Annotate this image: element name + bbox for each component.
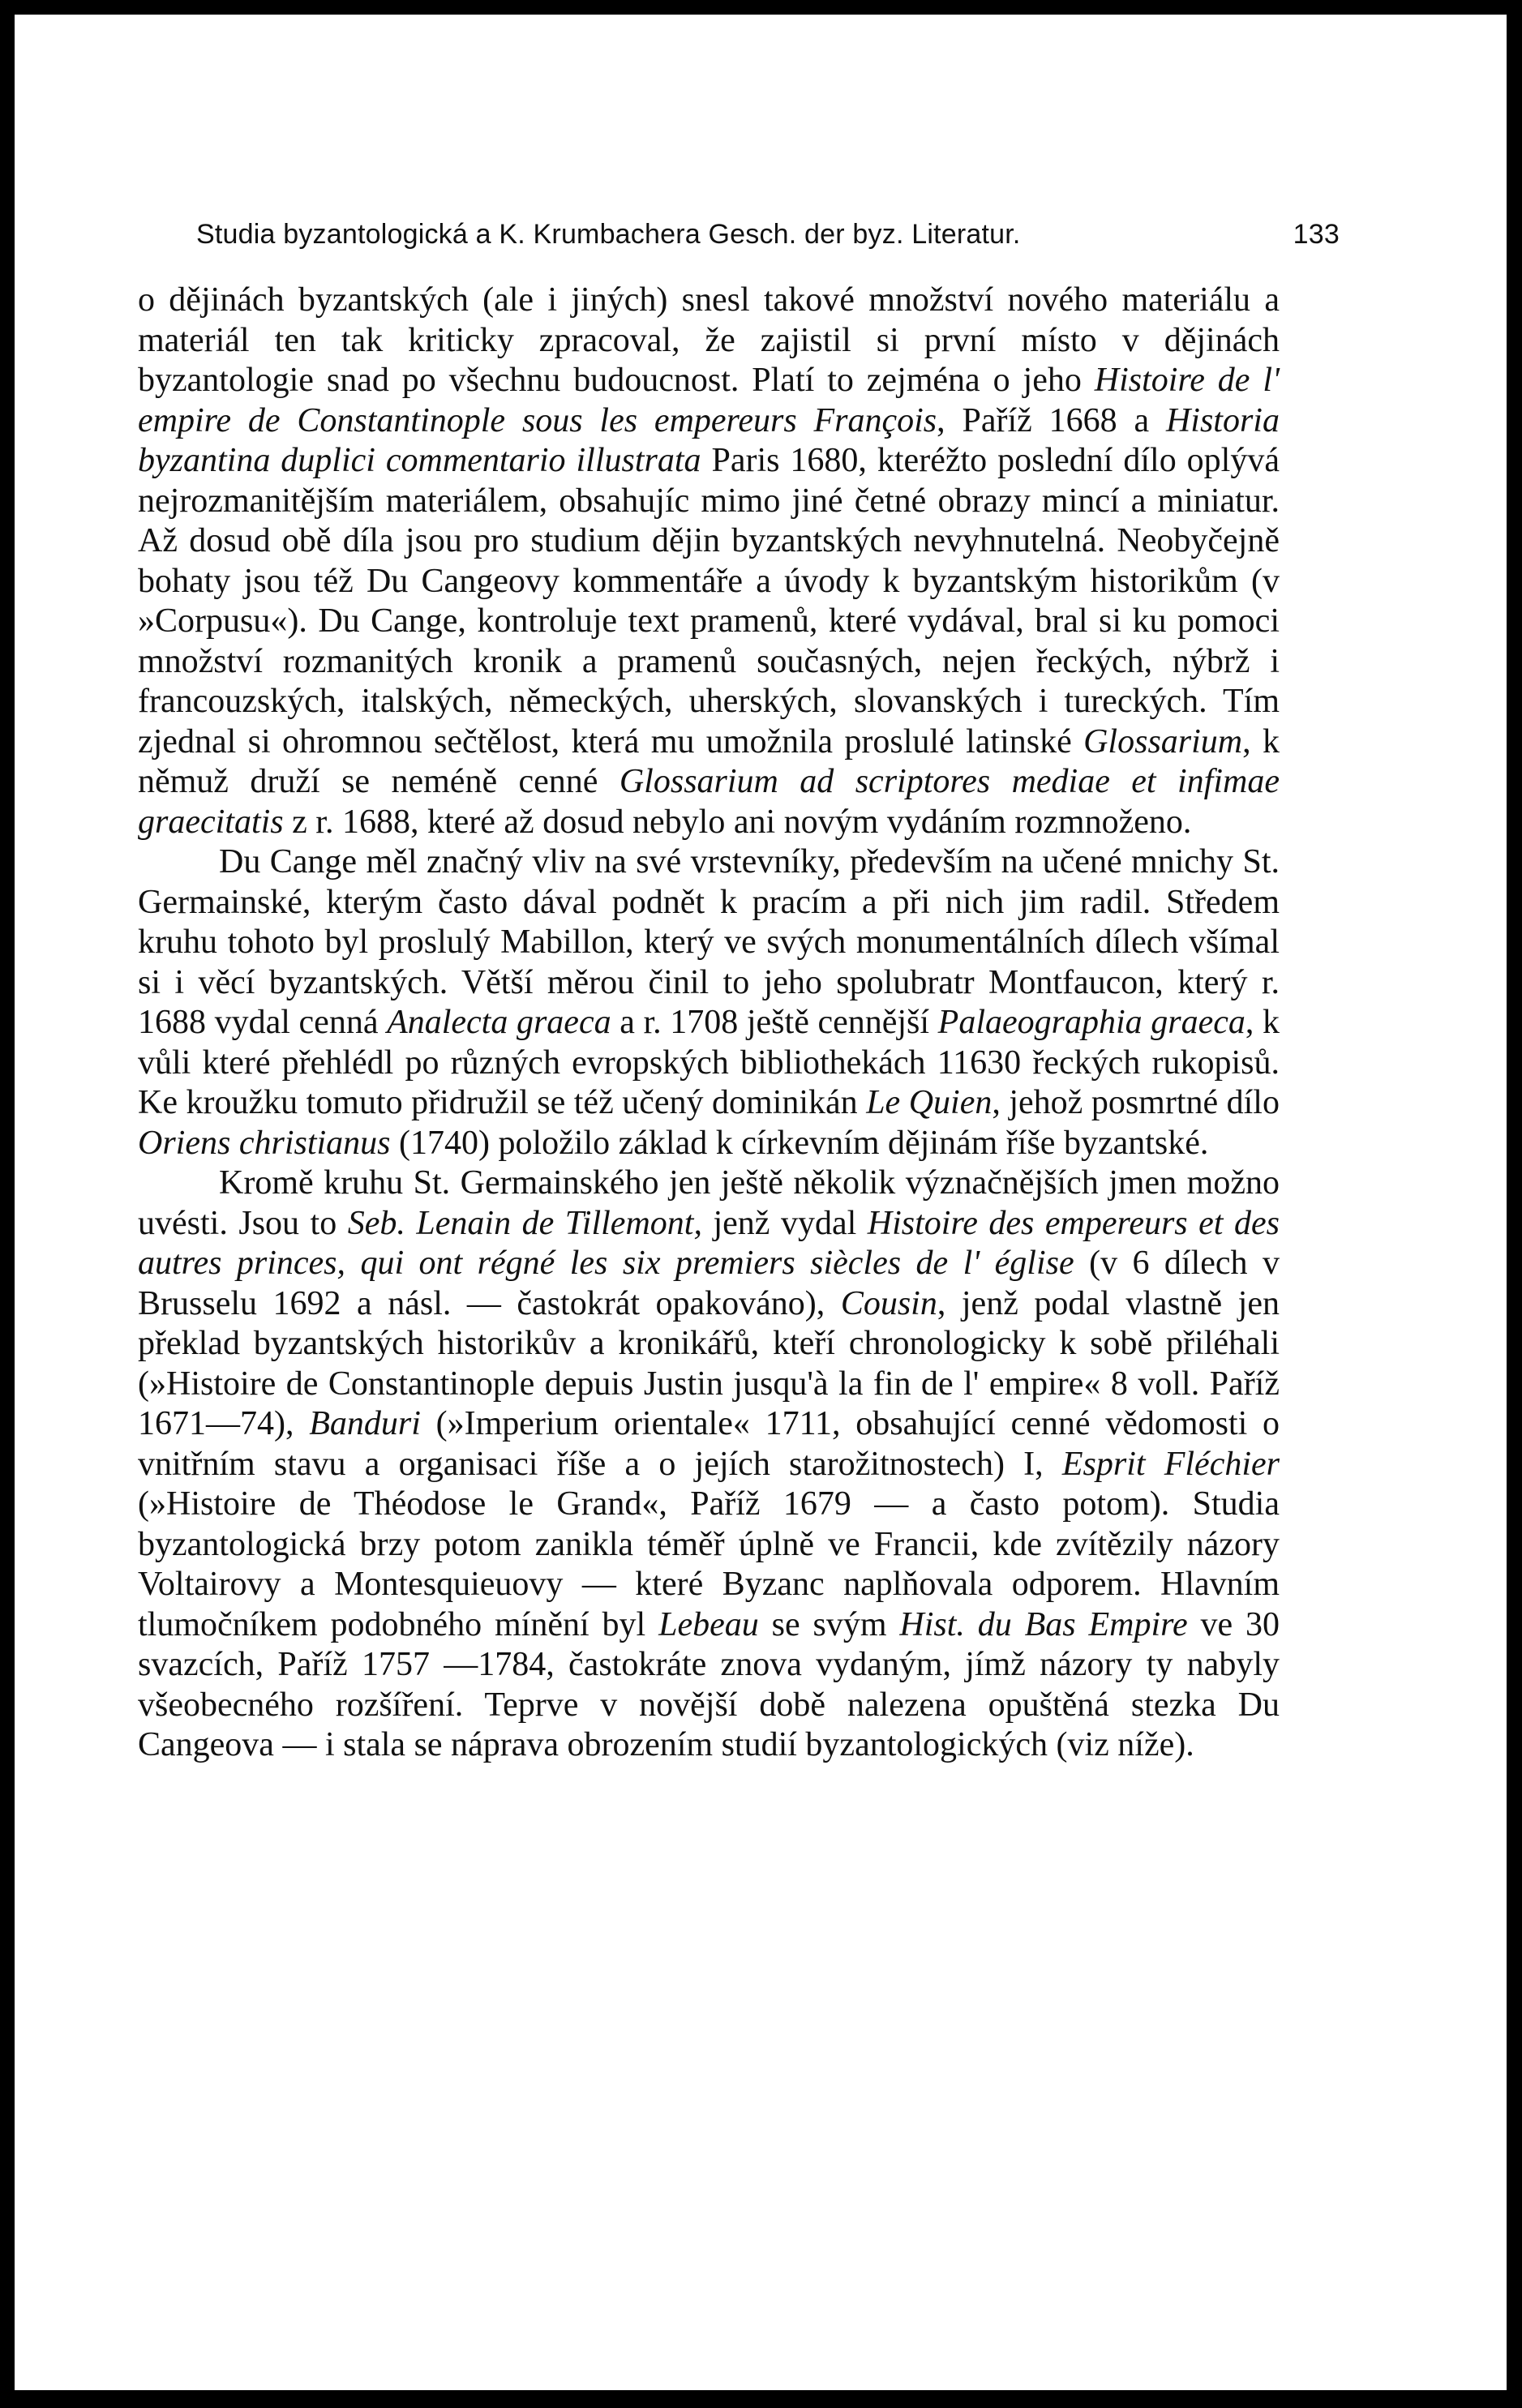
text-run: Du Cange měl značný vliv na své vrstevníky, především na učené mnichy St. Germainské, kterým často dával podnět k pracím a při nich jim radil. Středem kruhu tohoto byl proslulý Mabillon, který ve svých monumentálních dílech všímal si i věcí byzantských. Větší měrou činil to jeho spolubratr Montfaucon, který r. 1688 vydal cenná bbox=[138, 843, 1280, 1041]
italic-title: Palaeographia graeca bbox=[937, 1004, 1245, 1041]
text-run: , jenž podal vlastně jen překlad byzantských historikův a kronikářů, kteří chronologicky k sobě přiléhali (»Histoire de Constantinople depuis Justin jusqu'à la fin de l' empire« 8 voll. Paříž 1671—74), bbox=[138, 1284, 1280, 1442]
italic-title: Cousin bbox=[840, 1284, 937, 1322]
paragraph bbox=[138, 842, 1280, 1163]
text-run: , k němuž druží se neméně cenné bbox=[138, 722, 1280, 800]
text-run: (1740) položilo základ k církevním dějinám říše byzantské. bbox=[390, 1124, 1209, 1162]
text-run: , jehož posmrtné dílo bbox=[992, 1084, 1280, 1121]
text-run: (v 6 dílech v Brusselu 1692 a násl. — častokrát opakováno), bbox=[138, 1245, 1280, 1322]
text-run: ve 30 svazcích, Paříž 1757 —1784, častokráte znova vydaným, jímž názory ty nabyly všeobecného rozšíření. Teprve v novější době nalezena opuštěná stezka Du Cangeova — i stala se náprava obrozením studií byzantologických (viz níže). bbox=[138, 1605, 1280, 1763]
text-run: se svým bbox=[758, 1605, 900, 1643]
italic-title: Hist. du Bas Empire bbox=[899, 1605, 1188, 1643]
book-page bbox=[15, 15, 1507, 2390]
text-run: (»Imperium orientale« 1711, obsahující cenné vědomosti o vnitřním stavu a organisaci říše a o jejích starožitnostech) I, bbox=[138, 1405, 1280, 1483]
italic-title: Glossarium ad scriptores mediae et infimae graecitatis bbox=[138, 763, 1280, 841]
italic-title: Esprit Fléchier bbox=[1061, 1445, 1280, 1483]
paragraph bbox=[138, 281, 1280, 842]
text-run: a r. 1708 ještě cennější bbox=[611, 1004, 938, 1041]
text-run: (»Histoire de Théodose le Grand«, Paříž 1679 — a často potom). Studia byzantologická brzy potom zanikla téměř úplně ve Francii, kde zvítězily názory Voltairovy a Montesquieuovy — které Byzanc naplňovala odporem. Hlavním tlumočníkem podobného mínění byl bbox=[138, 1485, 1280, 1643]
italic-title: Historia byzantina duplici commentario illustrata bbox=[138, 401, 1280, 479]
italic-title: Lebeau bbox=[658, 1605, 759, 1643]
text-run: Paris 1680, kteréžto poslední dílo oplývá nejrozmanitějším materiálem, obsahujíc mimo jiné četné obrazy mincí a miniatur. Až dosud obě díla jsou pro studium dějin byzantských nevyhnutelná. Neobyčejně bohaty jsou též Du Cangeovy kommentáře a úvody k byzantským historikům (v »Corpusu«). Du Cange, kontroluje text pramenů, které vydával, bral si ku pomoci množství rozmanitých kronik a pramenů současných, nejen řeckých, nýbrž i francouzských, italských, německých, uherských, slovanských i tureckých. Tím zjednal si ohromnou sečtělost, která mu umožnila proslulé latinské bbox=[138, 442, 1280, 761]
text-run: , Paříž 1668 a bbox=[937, 401, 1166, 439]
text-run: jenž vydal bbox=[701, 1204, 868, 1242]
text-run: , k vůli které přehlédl po různých evropských bibliothekách 11630 řeckých rukopisů. Ke kroužku tomuto přidružil se též učený dominikán bbox=[138, 1004, 1280, 1121]
body-text bbox=[138, 281, 1280, 1766]
italic-title: Glossarium bbox=[1083, 722, 1243, 761]
text-run: o dějinách byzantských (ale i jiných) snesl takové množství nového materiálu a materiál ten tak kriticky zpracoval, že zajistil si první místo v dějinách byzantologie snad po všechnu budoucnost. Platí to zejména o jeho bbox=[138, 281, 1280, 399]
running-title: Studia byzantologická a K. Krumbachera Gesch. der byz. Literatur. bbox=[196, 219, 1021, 250]
paragraph bbox=[138, 1163, 1280, 1766]
text-run: z r. 1688, které až dosud nebylo ani novým vydáním rozmnoženo. bbox=[283, 803, 1192, 841]
running-header bbox=[196, 219, 1340, 251]
italic-title: Histoire de l' empire de Constantinople sous les empereurs François bbox=[138, 362, 1280, 439]
page-number: 133 bbox=[1293, 219, 1340, 250]
italic-title: Seb. Lenain de Tillemont, bbox=[347, 1204, 702, 1242]
italic-title: Analecta graeca bbox=[387, 1004, 611, 1041]
italic-title: Banduri bbox=[309, 1405, 421, 1442]
italic-title: Oriens christianus bbox=[138, 1124, 391, 1162]
text-run: Kromě kruhu St. Germainského jen ještě několik význačnějších jmen možno uvésti. Jsou to bbox=[138, 1164, 1280, 1242]
italic-title: Histoire des empereurs et des autres princes, qui ont régné les six premiers siècles de l' église bbox=[138, 1204, 1280, 1282]
italic-title: Le Quien bbox=[866, 1084, 993, 1121]
